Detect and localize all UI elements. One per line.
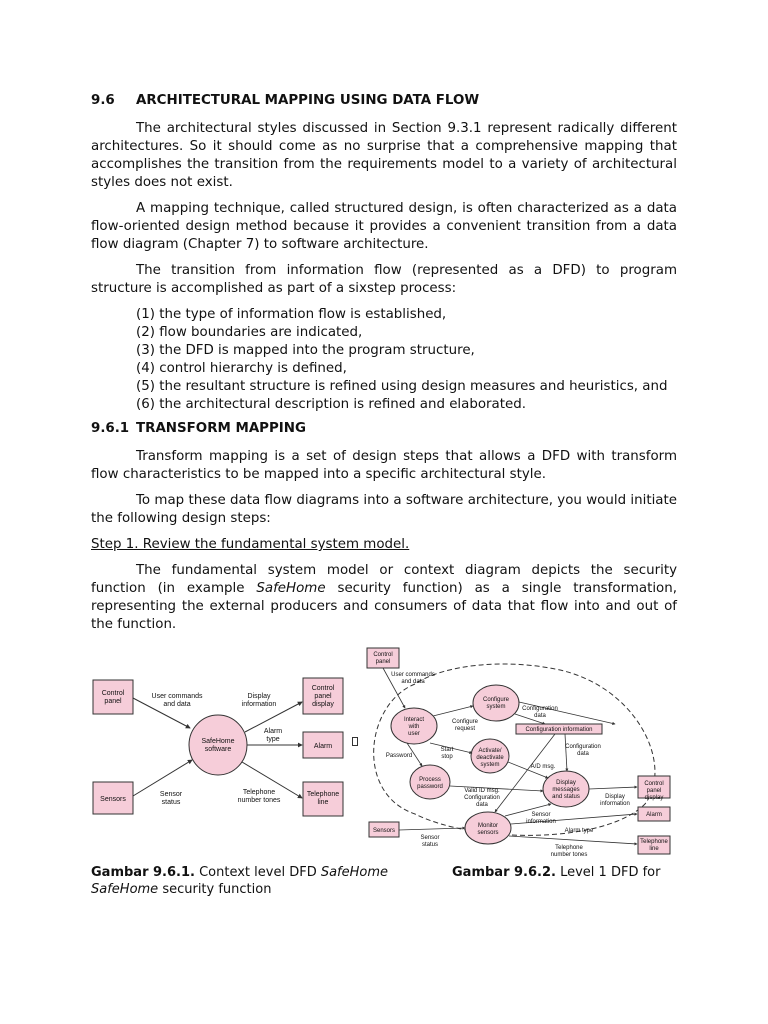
caption-italic: SafeHome — [320, 865, 389, 880]
control-panel-label: Control panel — [101, 690, 125, 705]
section-heading — [91, 92, 677, 110]
context-dfd-figure — [91, 670, 353, 830]
display-information-label: Display information — [600, 794, 630, 807]
section-title: ARCHITECTURAL MAPPING USING DATA FLOW — [136, 93, 480, 108]
password-label: Password — [385, 753, 413, 759]
system-boundary — [374, 664, 655, 835]
sensor-status-label: Sensor status — [420, 835, 440, 848]
list-item: (5) the resultant structure is refined using design measures and heuristics, and — [136, 379, 668, 394]
list-item: (4) control hierarchy is defined, — [136, 361, 347, 376]
display-info-label: Display information — [241, 693, 277, 708]
paragraph: The architectural styles discussed in Section 9.3.1 represent radically different architectures. So it should come as no surprise that a comprehensive mapping that accomplishes the transition from the requirements model to a variety of architectural styles does not exist. — [91, 121, 677, 190]
caption-text: security function — [158, 882, 272, 897]
caption-italic: SafeHome — [91, 882, 159, 897]
alarm-type-label: Alarm type — [564, 828, 594, 834]
telephone-tones-label: Telephone number tones — [237, 789, 281, 804]
paragraph: A mapping technique, called structured design, is often characterized as a data flow-oriented design method because it provides a convenient transition from a data flow diagram (Chapter 7) to software architecture. — [91, 201, 677, 252]
list-item: (2) flow boundaries are indicated, — [136, 325, 363, 340]
process-password-label: Process password — [417, 777, 443, 790]
activate-label: Activate/ deactivate system — [476, 748, 504, 768]
alarm-label: Alarm — [313, 743, 333, 750]
caption-text: Context level DFD — [194, 865, 321, 880]
telephone-tones-label: Telephone number tones — [550, 845, 588, 858]
configuration-information-label: Configuration information — [525, 727, 593, 733]
sensor-status-label: Sensor status — [159, 791, 183, 806]
step-heading-text: Step 1. Review the fundamental system model. — [91, 537, 410, 552]
control-panel-box — [367, 648, 399, 668]
user-commands-label: User commands and data — [391, 672, 435, 685]
paragraph-text: security function) as a single transformation, representing the external producers and consumers of data that flow into and out of the function. — [91, 581, 677, 632]
interact-label: Interact with user — [403, 717, 425, 737]
document-page — [91, 92, 677, 642]
valid-id-label: Valid ID msg. Configuration data — [464, 788, 500, 808]
ad-msg-label: A/D msg. — [530, 764, 556, 770]
step-heading — [91, 536, 677, 554]
sensors-label: Sensors — [100, 796, 126, 803]
subsection-heading — [91, 420, 677, 438]
list-item: (3) the DFD is mapped into the program structure, — [136, 343, 475, 358]
sensors-label: Sensors — [372, 828, 396, 834]
figure-caption-2 — [452, 864, 660, 881]
section-title: TRANSFORM MAPPING — [136, 421, 306, 436]
section-number: 9.6.1 — [91, 421, 130, 436]
control-panel-label: Control panel — [373, 652, 393, 665]
configure-system-label: Configure system — [482, 697, 510, 710]
display-messages-label: Display messages and status — [552, 780, 580, 800]
paragraph-text: The fundamental system model or context diagram depicts the security function (in example — [91, 563, 677, 596]
caption-text: Level 1 DFD for — [555, 865, 661, 880]
alarm-label: Alarm — [646, 812, 662, 818]
paragraph — [91, 562, 677, 634]
alarm-type-label: Alarm type — [263, 728, 283, 743]
control-panel-display-label: Control panel display — [644, 781, 664, 801]
telephone-line-label: Telephone line — [306, 791, 340, 806]
paragraph: The transition from information flow (represented as a DFD) to program structure is accomplished as part of a sixstep process: — [91, 263, 677, 296]
italic-term: SafeHome — [256, 581, 326, 596]
safehome-process — [189, 715, 247, 775]
configuration-data-label: Configuration data — [522, 706, 558, 719]
paragraph: Transform mapping is a set of design steps that allows a DFD with transform flow characteristics to be mapped into a specific architectural style. — [91, 449, 677, 482]
telephone-line-label: Telephone line — [640, 839, 668, 852]
step-list — [91, 306, 677, 414]
section-number: 9.6 — [91, 93, 115, 108]
figure-caption-1 — [91, 864, 388, 898]
configure-system-process — [473, 685, 519, 721]
caption-label: Gambar 9.6.1. — [91, 865, 195, 880]
start-stop-label: Start stop — [440, 747, 454, 760]
configuration-data-label-2: Configuration data — [565, 744, 601, 757]
control-panel-display-label: Control panel display — [311, 685, 335, 708]
user-commands-label: User commands and data — [151, 693, 203, 708]
level1-dfd-figure — [355, 644, 677, 866]
list-item: (6) the architectural description is refined and elaborated. — [136, 397, 527, 412]
caption-label: Gambar 9.6.2. — [452, 865, 556, 880]
list-item: (1) the type of information flow is established, — [136, 307, 447, 322]
safehome-label: SafeHome software — [201, 738, 235, 753]
monitor-sensors-label: Monitor sensors — [477, 823, 499, 836]
configure-request-label: Configure request — [451, 719, 479, 732]
control-panel-box — [93, 680, 133, 714]
sensor-information-label: Sensor information — [526, 812, 556, 825]
paragraph: To map these data flow diagrams into a software architecture, you would initiate the following design steps: — [91, 493, 677, 526]
